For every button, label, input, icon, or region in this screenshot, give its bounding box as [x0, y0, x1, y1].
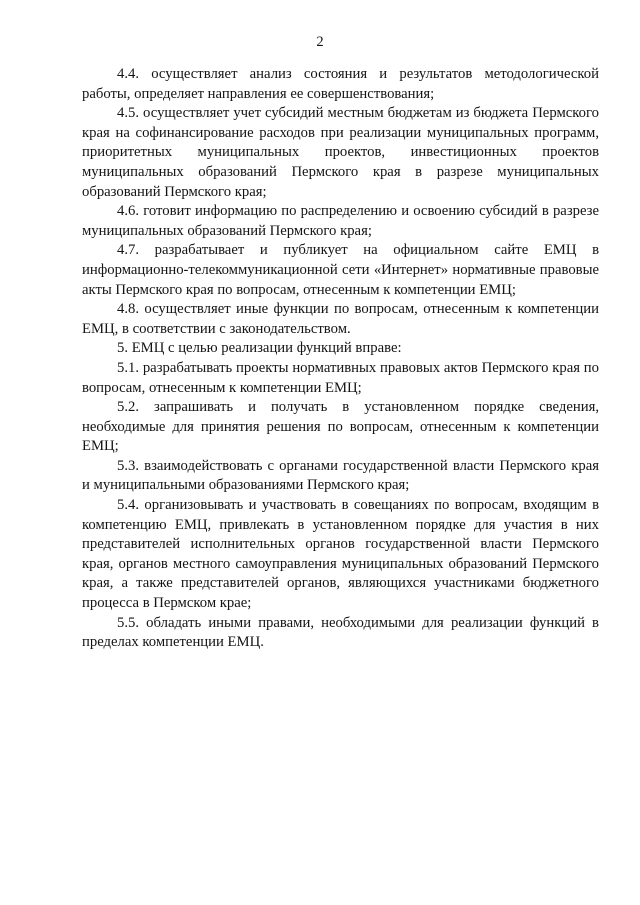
clause-5-2: 5.2. запрашивать и получать в установленном порядке сведения, необходимые для принятия решения по вопросам, отнесенным к компетенции ЕМЦ;: [82, 399, 599, 455]
clause-5: 5. ЕМЦ с целью реализации функций вправе:: [117, 340, 402, 357]
page-number: 2: [316, 34, 324, 50]
clause-5-1: 5.1. разрабатывать проекты нормативных правовых актов Пермского края по вопросам, отнесенным к компетенции ЕМЦ;: [82, 359, 599, 396]
clause-4-7: 4.7. разрабатывает и публикует на официальном сайте ЕМЦ в информационно-телекоммуникационной сети «Интернет» нормативные правовые акты Пермского края по вопросам, отнесенным к компетенции ЕМЦ;: [82, 242, 599, 298]
clause-5-3: 5.3. взаимодействовать с органами государственной власти Пермского края и муниципальными образованиями Пермского края;: [82, 457, 599, 494]
clause-5-4: 5.4. организовывать и участвовать в совещаниях по вопросам, входящим в компетенцию ЕМЦ, привлекать в установленном порядке для участия в них представителей исполнительных органов государственной власти Пермского края, органов местного самоуправления муниципальных образований Пермского края, а также представителей органов, являющихся участниками бюджетного процесса в Пермском крае;: [82, 497, 599, 612]
clause-4-8: 4.8. осуществляет иные функции по вопросам, отнесенным к компетенции ЕМЦ, в соответствии с законодательством.: [82, 301, 599, 337]
clause-4-6: 4.6. готовит информацию по распределению и освоению субсидий в разрезе муниципальных образований Пермского края;: [82, 203, 599, 239]
clause-4-5: 4.5. осуществляет учет субсидий местным бюджетам из бюджета Пермского края на софинансирование расходов при реализации муниципальных программ, приоритетных муниципальных проектов, инвестиционных проектов муниципальных образований Пермского края в разрезе муниципальных образований Пермского края;: [82, 105, 599, 200]
document-body: [82, 65, 599, 653]
clause-4-4: 4.4. осуществляет анализ состояния и результатов методологической работы, определяет направления ее совершенствования;: [82, 66, 599, 102]
clause-5-5: 5.5. обладать иными правами, необходимыми для реализации функций в пределах компетенции ЕМЦ.: [82, 614, 599, 651]
